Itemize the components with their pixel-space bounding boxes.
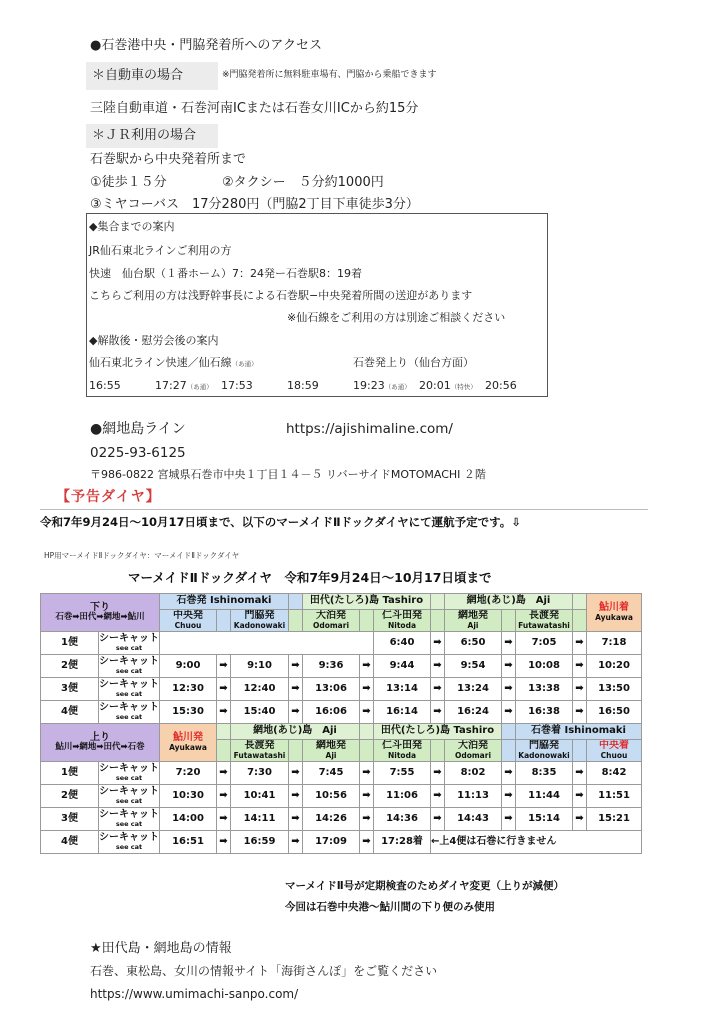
timetable	[40, 593, 642, 854]
down-group-aji: 網地(あじ)島 Aji	[445, 594, 573, 610]
up-stop-odomari: 大泊発 Odomari	[445, 740, 502, 762]
up-stop-nitoda: 仁斗田発 Nitoda	[374, 740, 431, 762]
option-bus: ③ミヤコーバス 17分280円（門脇2丁目下車徒歩3分）	[90, 197, 419, 212]
time-6: 20:01（特快）	[419, 379, 477, 392]
down-direction-cell: 下り 石巻➡田代➡網地➡鮎川	[41, 594, 160, 632]
table-row: 3便 シーキャット see cat 14:00 ➡ 14:11 ➡ 14:26 ➡ 14:36 ➡ 14:43 ➡ 15:14 ➡ 15:21	[41, 808, 642, 831]
table-row: 1便 シーキャット see cat 6:40 ➡ 6:50 ➡ 7:05 ➡ 7:18	[41, 632, 642, 655]
up-stop-aji: 網地発 Aji	[303, 740, 360, 762]
notice-text: 令和7年9月24日〜10月17日頃まで、以下のマーメイドⅡドックダイヤにて運航予定です。⇩	[40, 515, 521, 529]
up-group-tashiro: 田代(たしろ)島 Tashiro	[374, 724, 502, 740]
ajishima-url[interactable]: https://ajishimaline.com/	[286, 421, 453, 437]
meet-heading: ◆集合までの案内	[89, 220, 175, 233]
down-stop-aji: 網地発 Aji	[445, 610, 502, 632]
down-stop-chuou: 中央発 Chuou	[160, 610, 217, 632]
ajishima-heading: ●網地島ライン	[90, 421, 186, 437]
timetable-title: マーメイドⅡドックダイヤ 令和7年9月24日〜10月17日頃まで	[128, 570, 492, 585]
up-stop-ayukawa: 鮎川発 Ayukawa	[160, 724, 217, 762]
ajishima-address: 〒986-0822 宮城県石巻市中央１丁目１４－５ リバーサイドMOTOMACHI ２階	[90, 468, 486, 481]
down-stop-nitoda: 仁斗田発 Nitoda	[374, 610, 431, 632]
up-direction-cell: 上り 鮎川➡網地➡田代➡石巻	[41, 724, 160, 762]
time-5: 19:23（あ通）	[353, 379, 411, 392]
rapid-train: 快速 仙台駅（１番ホーム）7：24発ー石巻駅8：19着	[89, 267, 362, 280]
car-route: 三陸自動車道・石巻河南ICまたは石巻女川ICから約15分	[90, 101, 419, 116]
option-taxi: ②タクシー ５分約1000円	[222, 175, 384, 190]
footnote-1: マーメイドⅡ号が定期検査のためダイヤ変更（上りが減便）	[285, 880, 564, 892]
access-heading: ●石巻港中央・門脇発着所へのアクセス	[90, 38, 322, 53]
table-row: 2便 シーキャット see cat 10:30 ➡ 10:41 ➡ 10:56 ➡ 11:06 ➡ 11:13 ➡ 11:44 ➡ 11:51	[41, 785, 642, 808]
jr-label: ＊ＪＲ利用の場合	[86, 124, 218, 148]
info-heading: ★田代島・網地島の情報	[90, 941, 232, 956]
time-1: 16:55	[89, 379, 121, 392]
down-group-ishinomaki: 石巻発 Ishinomaki	[160, 594, 289, 610]
down-stop-odomari: 大泊発 Odomari	[303, 610, 360, 632]
time-7: 20:56	[485, 379, 517, 392]
info-url[interactable]: https://www.umimachi-sanpo.com/	[90, 987, 299, 1001]
down-stop-futawatashi: 長渡発 Futawatashi	[516, 610, 573, 632]
line-label: 仙石東北ライン快速／仙石線（あ通）	[89, 356, 258, 369]
ajishima-phone: 0225-93-6125	[90, 445, 186, 461]
car-note: ※門脇発着所に無料駐車場有、門脇から乗船できます	[222, 70, 437, 80]
depart-label: 石巻発上り（仙台方面）	[353, 356, 474, 369]
divider	[40, 509, 648, 510]
time-2: 17:27（あ通）	[155, 379, 213, 392]
up-row4-last-time: 17:28着	[374, 831, 431, 854]
table-row: 4便 シーキャット see cat 15:30 ➡ 15:40 ➡ 16:06 ➡ 16:14 ➡ 16:24 ➡ 16:38 ➡ 16:50	[41, 701, 642, 724]
after-heading: ◆解散後・慰労会後の案内	[89, 334, 219, 347]
option-walk: ①徒歩１５分	[90, 175, 167, 190]
pickup-note: こちらご利用の方は浅野幹事長による石巻駅−中央発着所間の送迎があります	[89, 289, 473, 302]
up-row4-note: ←上4便は石巻に行きません	[431, 831, 642, 854]
time-4: 18:59	[287, 379, 319, 392]
timetable-caption: HP用マーメイドⅡドックダイヤ：マーメイドⅡドックダイヤ	[44, 551, 240, 560]
up-group-aji: 網地(あじ)島 Aji	[231, 724, 360, 740]
info-text: 石巻、東松島、女川の情報サイト「海街さんぽ」をご覧ください	[90, 964, 438, 978]
down-stop-ayukawa: 鮎川着 Ayukawa	[587, 594, 642, 632]
up-stop-chuou: 中央着 Chuou	[587, 740, 642, 762]
time-3: 17:53	[221, 379, 253, 392]
table-row: 1便 シーキャット see cat 7:20 ➡ 7:30 ➡ 7:45 ➡ 7:55 ➡ 8:02 ➡ 8:35 ➡ 8:42	[41, 762, 642, 785]
down-group-tashiro: 田代(たしろ)島 Tashiro	[303, 594, 431, 610]
table-row: 3便 シーキャット see cat 12:30 ➡ 12:40 ➡ 13:06 ➡ 13:14 ➡ 13:24 ➡ 13:38 ➡ 13:50	[41, 678, 642, 701]
up-stop-futawatashi: 長渡発 Futawatashi	[231, 740, 289, 762]
up-group-ishinomaki: 石巻着 Ishinomaki	[516, 724, 642, 740]
jr-from: 石巻駅から中央発着所まで	[90, 152, 247, 167]
table-row: 4便 シーキャット see cat 16:51 ➡ 16:59 ➡ 17:09 ➡ 17:28着 ←上4便は石巻に行きません	[41, 831, 642, 854]
table-row: 2便 シーキャット see cat 9:00 ➡ 9:10 ➡ 9:36 ➡ 9:44 ➡ 9:54 ➡ 10:08 ➡ 10:20	[41, 655, 642, 678]
footnote-2: 今回は石巻中央港〜鮎川間の下り便のみ使用	[285, 901, 495, 913]
down-stop-kadonowaki: 門脇発 Kadonowaki	[231, 610, 289, 632]
senseki-note: ※仙石線をご利用の方は別途ご相談ください	[287, 311, 506, 324]
car-label: ＊自動車の場合	[86, 62, 218, 90]
up-stop-kadonowaki: 門脇発 Kadonowaki	[516, 740, 573, 762]
guide-box	[86, 213, 548, 397]
line-use: JR仙石東北ラインご利用の方	[89, 244, 232, 257]
notice-tag: 【予告ダイヤ】	[56, 489, 161, 505]
